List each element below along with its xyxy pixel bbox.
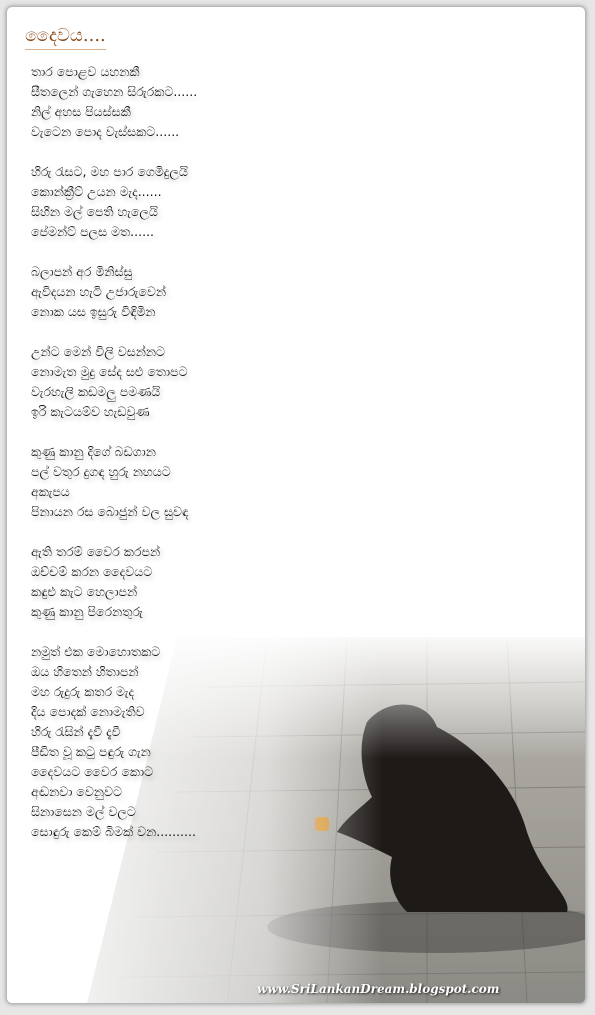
poem-line: පීඩිත වූ කටු පඳුරු ගැන bbox=[31, 744, 151, 759]
stanza-6 bbox=[31, 542, 391, 622]
poem-card bbox=[6, 6, 586, 1004]
poem-line: කුණු කානු දිගේ බඩගාන bbox=[31, 444, 156, 459]
poem-line: කුණු කානු පිරෙනතුරු bbox=[31, 604, 143, 619]
poem-line: ඇති තරම් වෛර කරපන් bbox=[31, 544, 161, 559]
poem-line: සීතලෙන් ගැහෙන සිරුරකට...... bbox=[31, 84, 198, 99]
poem-line: නොමැත මුදු සේද සළු තොපට bbox=[31, 364, 188, 379]
poem-line: හිරු රැසට, මහ පාර ගෙමිදුලයි bbox=[31, 164, 188, 179]
poem-line: අකැපය bbox=[31, 484, 70, 499]
poem-line: උන්ට මෙන් විලි වසන්නට bbox=[31, 344, 166, 359]
poem-line: තාර පොළව යහනකී bbox=[31, 64, 140, 79]
blog-url: www.SriLankanDream.blogspot.com bbox=[257, 982, 500, 996]
stanza-3 bbox=[31, 262, 391, 322]
poem-line: දෛවයට වෛර කොට bbox=[31, 764, 154, 779]
poem-line: කොන්ක්‍රීට් උයන මැද...... bbox=[31, 184, 162, 199]
stanza-4 bbox=[31, 342, 391, 422]
poem-line: සිනාසෙන මල් වලට bbox=[31, 804, 136, 819]
stanza-7 bbox=[31, 642, 391, 842]
poem-line: මහ රුදුරු කතර මැද bbox=[31, 684, 135, 699]
poem-line: නිල් අහස පියස්සකී bbox=[31, 104, 131, 119]
poem-line: පල් වතුර දුගඳ හුරු නහයට bbox=[31, 464, 171, 479]
poem-line: ඔය හිතෙන් හිතාපන් bbox=[31, 664, 139, 679]
poem-line: ඔච්චම් කරන දෛවයට bbox=[31, 564, 153, 579]
poem-body bbox=[31, 62, 391, 862]
poem-line: අඬනවා වෙනුවට bbox=[31, 784, 122, 799]
poem-line: දිය පොදක් නොමැතිව bbox=[31, 704, 145, 719]
stanza-5 bbox=[31, 442, 391, 522]
poem-line: වැටෙන පොද වැස්සකට...... bbox=[31, 124, 180, 139]
poem-line: පිනායන රස බොජුන් වල සුවඳ bbox=[31, 504, 189, 519]
poem-line: හිරු රැසින් දැවී දැවී bbox=[31, 724, 121, 739]
poem-line: ඇවිදයන හැටි උජාරුවෙන් bbox=[31, 284, 166, 299]
poem-line: සිහින මල් පෙති හැලෙයි bbox=[31, 204, 158, 219]
poem-line: වැරහැලි කඩමලු පමණයි bbox=[31, 384, 161, 399]
poem-line: සොඳුරු කෙම් බිමක් වන.......... bbox=[31, 824, 196, 839]
poem-line: බලාපන් අර මිනිස්සු bbox=[31, 264, 133, 279]
poem-title: දෛවය.... bbox=[25, 25, 106, 50]
poem-line: ඉරි කැටයම්ව හැඩවුණ bbox=[31, 404, 150, 419]
poem-line: කඳුළු කැට හෙලාපන් bbox=[31, 584, 138, 599]
stanza-2 bbox=[31, 162, 391, 242]
poem-line: නමුත් එක මොහොතකට bbox=[31, 644, 161, 659]
stanza-1 bbox=[31, 62, 391, 142]
poem-line: පේමන්ට් පලස මත...... bbox=[31, 224, 155, 239]
poem-line: නොක යස ඉසුරු විඳිමින bbox=[31, 304, 156, 319]
